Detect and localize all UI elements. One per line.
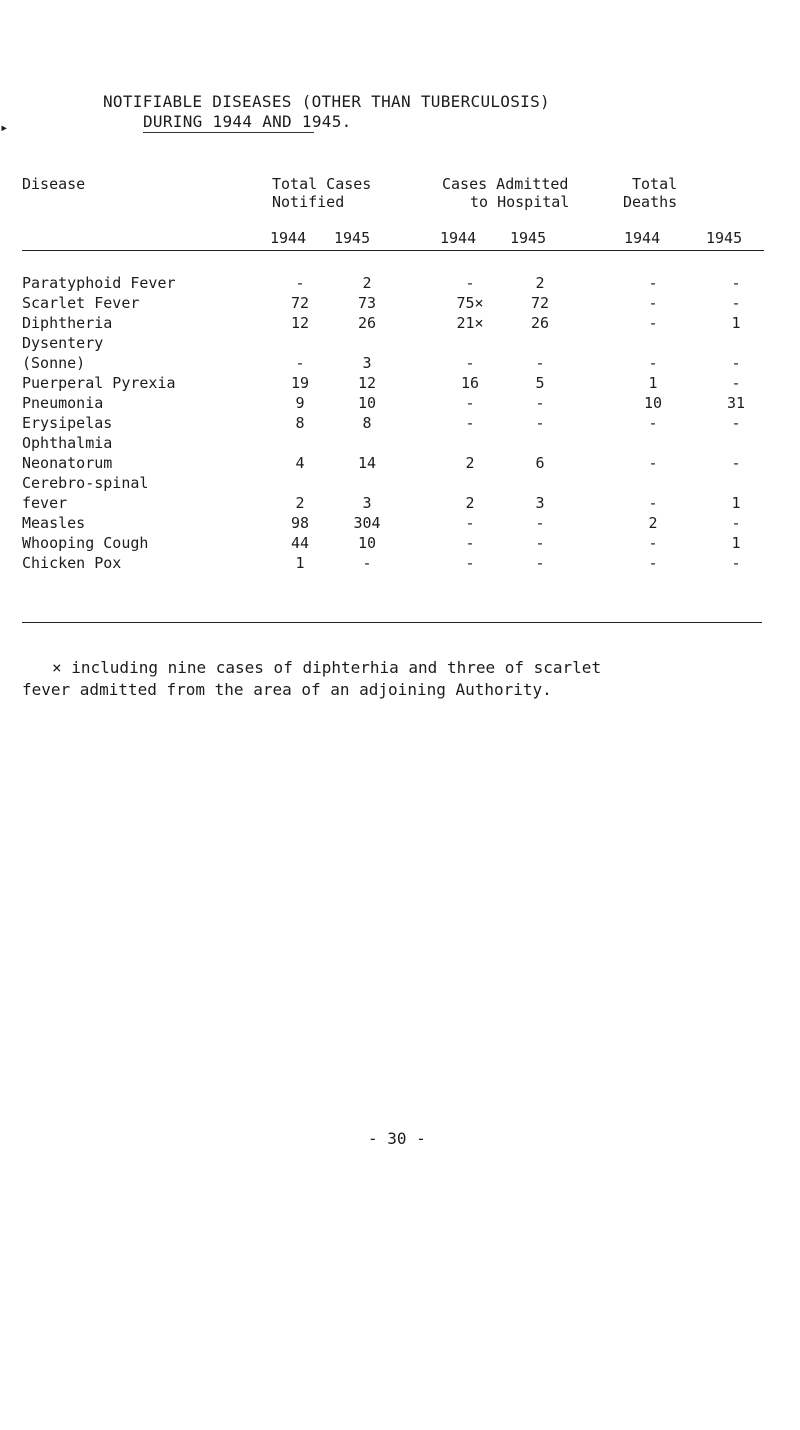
table-cell: 8	[362, 414, 372, 432]
disease-name: Scarlet Fever	[22, 294, 140, 312]
title-underline	[143, 132, 314, 133]
table-cell: -	[535, 394, 545, 412]
table-cell: -	[648, 274, 658, 292]
header-deaths-line-1: Total	[632, 175, 678, 193]
table-cell: 10	[357, 394, 377, 412]
header-deaths-line-2: Deaths	[623, 193, 678, 211]
table-cell: -	[465, 514, 475, 532]
table-cell: -	[648, 494, 658, 512]
disease-name: Chicken Pox	[22, 554, 122, 572]
table-cell: 2	[362, 274, 372, 292]
year-deaths-1944: 1944	[624, 229, 661, 247]
table-cell: 9	[295, 394, 305, 412]
disease-name: Pneumonia	[22, 394, 104, 412]
table-cell: -	[295, 274, 305, 292]
header-total-cases-line-2: Notified	[272, 193, 345, 211]
table-cell: -	[465, 394, 475, 412]
table-cell: 10	[357, 534, 377, 552]
disease-name-continued: Neonatorum	[22, 454, 113, 472]
table-cell: 5	[535, 374, 545, 392]
table-cell: -	[731, 274, 741, 292]
table-cell: 2	[648, 514, 658, 532]
table-cell: -	[535, 534, 545, 552]
table-cell: 19	[290, 374, 310, 392]
year-total-1944: 1944	[270, 229, 307, 247]
disease-name: Measles	[22, 514, 86, 532]
table-cell: -	[535, 414, 545, 432]
table-cell: 1	[648, 374, 658, 392]
table-cell: 2	[465, 454, 475, 472]
table-cell: -	[648, 554, 658, 572]
table-cell: 75×	[456, 294, 484, 312]
page-number: - 30 -	[368, 1129, 426, 1148]
table-cell: 3	[362, 354, 372, 372]
table-cell: 12	[357, 374, 377, 392]
year-deaths-1945: 1945	[706, 229, 743, 247]
table-cell: 4	[295, 454, 305, 472]
table-cell: -	[731, 354, 741, 372]
table-cell: 26	[530, 314, 550, 332]
table-cell: 8	[295, 414, 305, 432]
table-cell: 98	[290, 514, 310, 532]
table-cell: 31	[726, 394, 746, 412]
disease-name: Paratyphoid Fever	[22, 274, 176, 292]
header-disease: Disease	[22, 175, 86, 193]
table-cell: 12	[290, 314, 310, 332]
disease-name: Whooping Cough	[22, 534, 149, 552]
table-cell: 72	[530, 294, 550, 312]
table-cell: 72	[290, 294, 310, 312]
disease-name-continued: (Sonne)	[22, 354, 86, 372]
table-cell: 6	[535, 454, 545, 472]
disease-name-continued: fever	[22, 494, 68, 512]
table-cell: -	[465, 414, 475, 432]
table-cell: 1	[731, 534, 741, 552]
table-cell: -	[731, 514, 741, 532]
disease-name: Cerebro-spinal	[22, 474, 149, 492]
disease-name: Dysentery	[22, 334, 104, 352]
table-cell: 16	[460, 374, 480, 392]
table-cell: -	[648, 454, 658, 472]
table-cell: -	[295, 354, 305, 372]
table-cell: -	[648, 354, 658, 372]
table-cell: 2	[535, 274, 545, 292]
disease-name: Ophthalmia	[22, 434, 113, 452]
table-cell: 2	[295, 494, 305, 512]
table-cell: 10	[643, 394, 663, 412]
year-admitted-1944: 1944	[440, 229, 477, 247]
table-cell: 44	[290, 534, 310, 552]
table-cell: -	[731, 374, 741, 392]
table-cell: -	[648, 294, 658, 312]
table-cell: 3	[362, 494, 372, 512]
table-bottom-rule	[22, 622, 762, 623]
table-cell: -	[465, 274, 475, 292]
table-cell: -	[465, 534, 475, 552]
footnote-line-1: × including nine cases of diphterhia and three of scarlet	[52, 658, 602, 677]
year-total-1945: 1945	[334, 229, 371, 247]
table-cell: -	[648, 414, 658, 432]
table-cell: -	[465, 554, 475, 572]
table-cell: -	[362, 554, 372, 572]
table-cell: 21×	[456, 314, 484, 332]
page-title-line-1: NOTIFIABLE DISEASES (OTHER THAN TUBERCULOSIS)	[103, 92, 550, 111]
table-cell: 3	[535, 494, 545, 512]
table-cell: -	[731, 294, 741, 312]
header-rule	[22, 250, 764, 251]
header-total-cases-line-1: Total Cases	[272, 175, 372, 193]
table-cell: 1	[295, 554, 305, 572]
footnote-line-2: fever admitted from the area of an adjoining Authority.	[22, 680, 552, 699]
table-cell: 304	[353, 514, 381, 532]
disease-name: Erysipelas	[22, 414, 113, 432]
table-cell: -	[535, 354, 545, 372]
table-cell: 2	[465, 494, 475, 512]
disease-name: Puerperal Pyrexia	[22, 374, 176, 392]
table-cell: -	[731, 454, 741, 472]
header-admitted-line-1: Cases Admitted	[442, 175, 569, 193]
disease-name: Diphtheria	[22, 314, 113, 332]
header-admitted-line-2: to Hospital	[470, 193, 570, 211]
table-cell: -	[465, 354, 475, 372]
year-admitted-1945: 1945	[510, 229, 547, 247]
table-cell: -	[731, 414, 741, 432]
table-cell: -	[648, 534, 658, 552]
table-cell: 14	[357, 454, 377, 472]
table-cell: 1	[731, 494, 741, 512]
margin-mark: ▸	[0, 120, 9, 136]
table-cell: 1	[731, 314, 741, 332]
table-cell: -	[731, 554, 741, 572]
table-cell: 26	[357, 314, 377, 332]
table-cell: -	[648, 314, 658, 332]
table-cell: 73	[357, 294, 377, 312]
page-title-line-2: DURING 1944 AND 1945.	[143, 112, 352, 131]
table-cell: -	[535, 514, 545, 532]
table-cell: -	[535, 554, 545, 572]
